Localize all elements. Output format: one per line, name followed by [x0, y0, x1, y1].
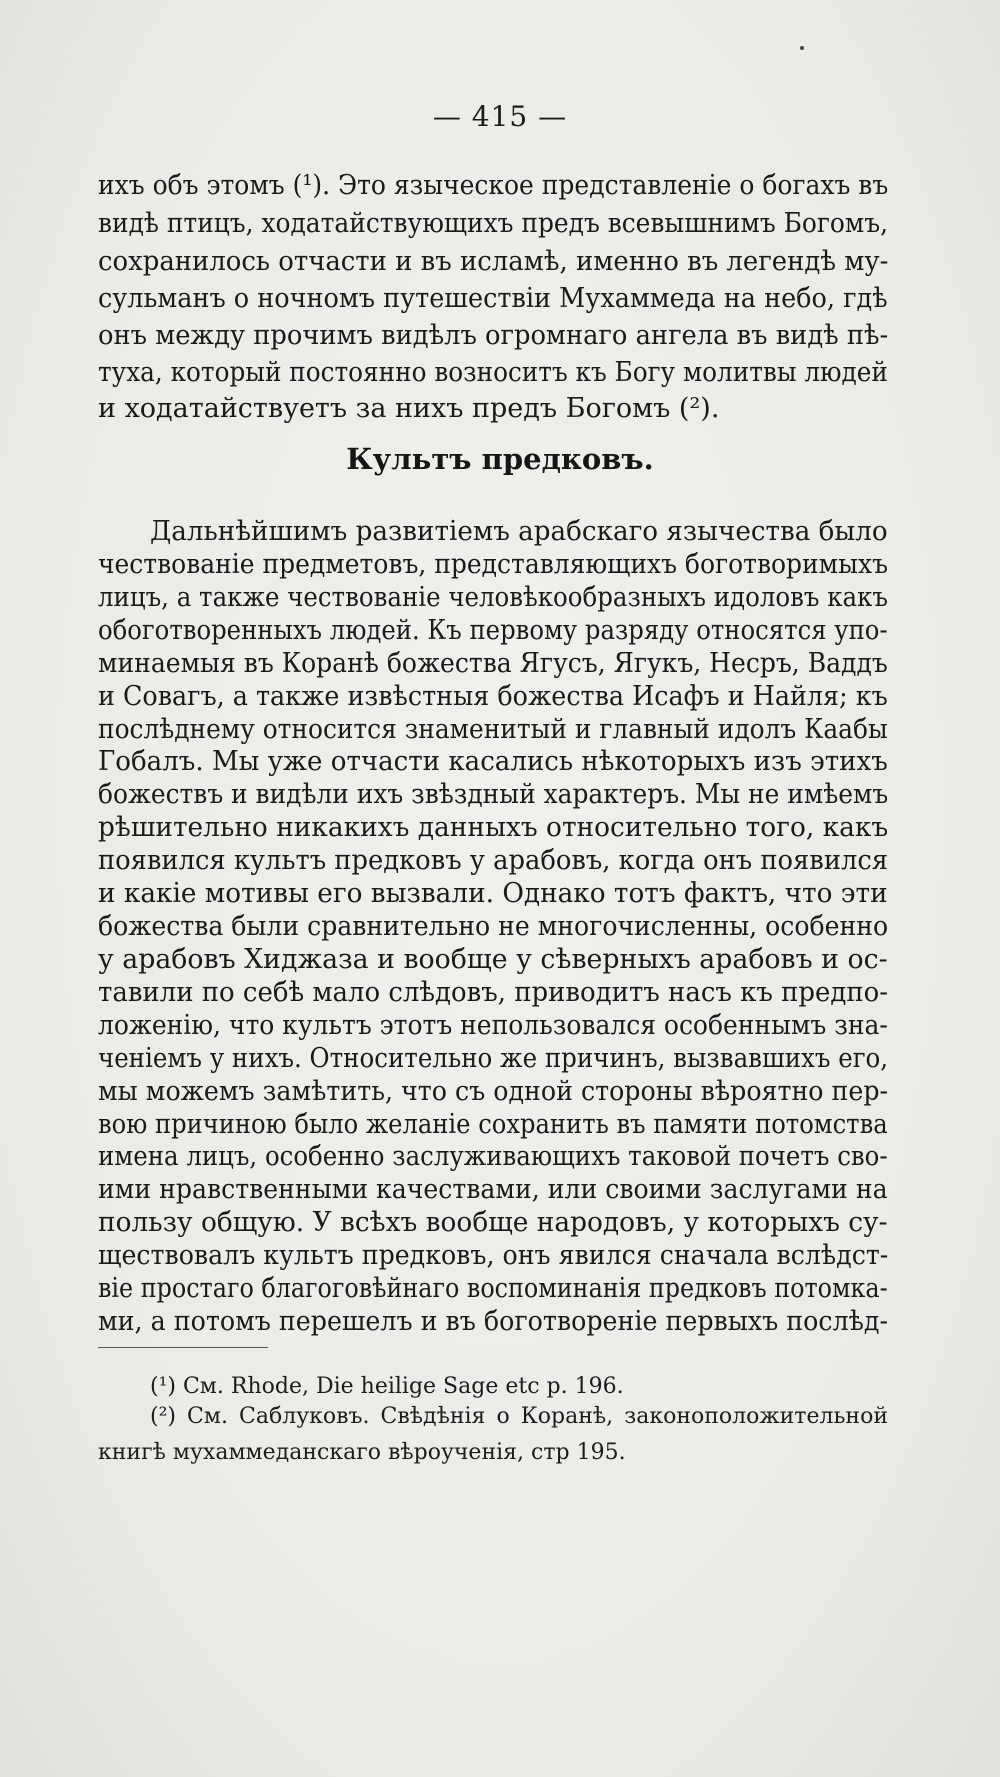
text-line: віе простаго благоговѣйнаго воспоминанія предковъ потомка- — [98, 1273, 888, 1304]
page-number: — 415 — — [432, 100, 568, 133]
text-line: ими нравственными качествами, или своими заслугами на — [98, 1174, 888, 1205]
text-line: и Совагъ, а также извѣстныя божества Исафъ и Найля; къ — [98, 681, 888, 712]
text-line: Дальнѣйшимъ развитіемъ арабскаго язычества было — [150, 516, 888, 547]
text-line: тавили по себѣ мало слѣдовъ, приводитъ насъ къ предпо- — [98, 977, 889, 1008]
text-line: лицъ, а также чествованіе человѣкообразныхъ идоловъ какъ — [98, 582, 888, 613]
text-line: имена лицъ, особенно заслуживающихъ таковой почетъ сво- — [98, 1141, 888, 1172]
ink-speck — [800, 46, 804, 50]
text-line: и какіе мотивы его вызвали. Однако тотъ фактъ, что эти — [98, 878, 888, 909]
text-line: послѣднему относится знаменитый и главный идолъ Каабы — [98, 714, 888, 745]
text-line: божествъ и видѣли ихъ звѣздный характеръ. Мы не имѣемъ — [98, 779, 889, 810]
text-line: ложенію, что культъ этотъ непользовался особеннымъ зна- — [98, 1010, 888, 1041]
text-line: Гобалъ. Мы уже отчасти касались нѣкоторыхъ изъ этихъ — [98, 746, 888, 777]
text-line: появился культъ предковъ у арабовъ, когда онъ появился — [98, 845, 889, 876]
text-line: минаемыя въ Коранѣ божества Ягусъ, Ягукъ, Несръ, Ваддъ — [98, 648, 888, 679]
text-line: пользу общую. У всѣхъ вообще народовъ, у которыхъ су- — [98, 1207, 888, 1238]
footnote-1: (¹) См. Rhode, Die heilige Sage etc p. 196. — [150, 1374, 624, 1399]
text-line: ченіемъ у нихъ. Относительно же причинъ, вызвавшихъ его, — [98, 1043, 889, 1074]
text-line: туха, который постоянно возноситъ къ Богу молитвы людей — [98, 357, 888, 388]
footnote-rule — [98, 1347, 268, 1348]
text-line: ми, а потомъ перешелъ и въ боготвореніе первыхъ послѣд- — [98, 1306, 889, 1337]
text-line: чествованіе предметовъ, представляющихъ боготворимыхъ — [98, 549, 888, 580]
text-line: рѣшительно никакихъ данныхъ относительно того, какъ — [98, 812, 889, 843]
text-line: онъ между прочимъ видѣлъ огромнаго ангела въ видѣ пѣ- — [98, 320, 889, 351]
text-line: сульманъ о ночномъ путешествіи Мухаммеда на небо, гдѣ — [98, 283, 888, 314]
text-line: вою причиною было желаніе сохранить въ памяти потомства — [98, 1109, 888, 1140]
footnote-2: (²) См. Саблуковъ. Свѣдѣнія о Коранѣ, законоположительной — [150, 1404, 888, 1429]
footnote-2-continuation: книгѣ мухаммеданскаго вѣроученія, стр 195. — [98, 1440, 626, 1465]
text-line: мы можемъ замѣтить, что съ одной стороны вѣроятно пер- — [98, 1076, 889, 1107]
text-line: ихъ объ этомъ (¹). Это языческое представленіе о богахъ въ — [98, 170, 889, 201]
text-line: ществовалъ культъ предковъ, онъ явился сначала вслѣдст- — [98, 1240, 889, 1271]
text-line: обоготворенныхъ людей. Къ первому разряду относятся упо- — [98, 615, 888, 646]
text-line: и ходатайствуетъ за нихъ предъ Богомъ (²). — [98, 393, 720, 424]
text-line: божества были сравнительно не многочисленны, особенно — [98, 911, 889, 942]
text-line: у арабовъ Хиджаза и вообще у сѣверныхъ арабовъ и ос- — [98, 944, 888, 975]
text-line: видѣ птицъ, ходатайствующихъ предъ всевышнимъ Богомъ, — [98, 208, 889, 239]
section-heading: Культъ предковъ. — [346, 442, 654, 476]
text-line: сохранилось отчасти и въ исламѣ, именно въ легендѣ му- — [98, 246, 889, 277]
